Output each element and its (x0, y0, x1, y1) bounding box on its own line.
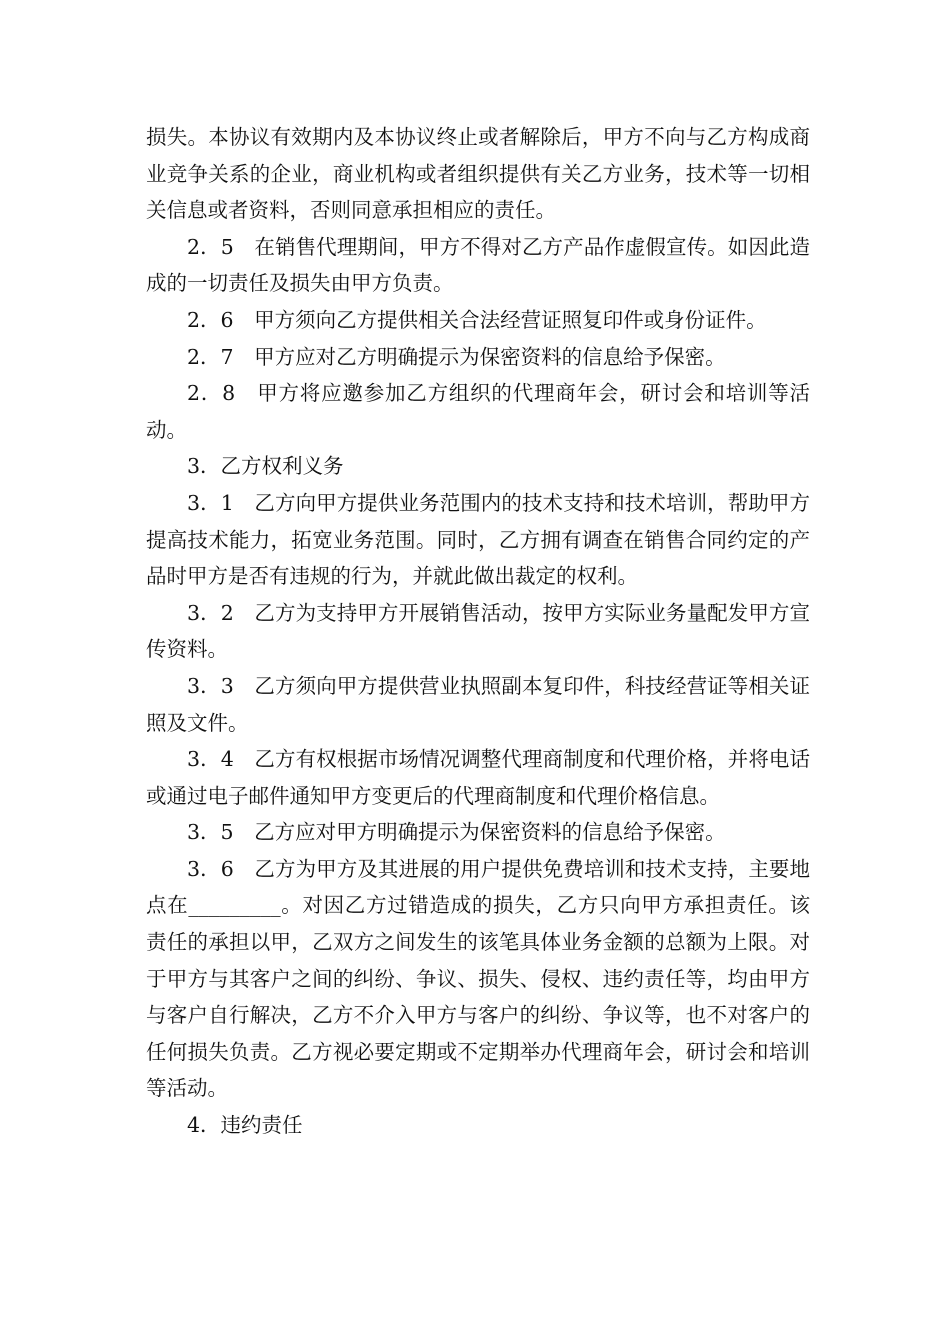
paragraph-3-4: 3．4 乙方有权根据市场情况调整代理商制度和代理价格，并将电话或通过电子邮件通知甲方变更后的代理商制度和代理价格信息。 (146, 747, 810, 808)
paragraph-2-7: 2．7 甲方应对乙方明确提示为保密资料的信息给予保密。 (187, 344, 726, 369)
section-heading-4: 4．违约责任 (187, 1113, 303, 1138)
paragraph-3-6: 3．6 乙方为甲方及其进展的用户提供免费培训和技术支持，主要地点在_________。对因乙方过错造成的损失，乙方只向甲方承担责任。该责任的承担以甲，乙双方之间发生的该笔具体业务金额的总额为上限。对于甲方与其客户之间的纠纷、争议、损失、侵权、违约责任等，均由甲方与客户自行解决，乙方不介入甲方与客户的纠纷、争议等，也不对客户的任何损失负责。乙方视必要定期或不定期举办代理商年会，研讨会和培训等活动。 (146, 856, 810, 1101)
paragraph-2-5: 2．5 在销售代理期间，甲方不得对乙方产品作虚假宣传。如因此造成的一切责任及损失由甲方负责。 (146, 234, 810, 296)
paragraph-3-2: 3．2 乙方为支持甲方开展销售活动，按甲方实际业务量配发甲方宣传资料。 (146, 600, 810, 662)
paragraph-3-1: 3．1 乙方向甲方提供业务范围内的技术支持和技术培训，帮助甲方提高技术能力，拓宽业务范围。同时，乙方拥有调查在销售合同约定的产品时甲方是否有违规的行为，并就此做出裁定的权利。 (146, 490, 810, 589)
section-heading-3: 3．乙方权利义务 (187, 454, 344, 479)
paragraph-3-3: 3．3 乙方须向甲方提供营业执照副本复印件，科技经营证等相关证照及文件。 (146, 673, 810, 735)
paragraph-2-8: 2．8 甲方将应邀参加乙方组织的代理商年会，研讨会和培训等活动。 (146, 381, 810, 442)
document-page (146, 119, 810, 1144)
paragraph-1: 损失。本协议有效期内及本协议终止或者解除后，甲方不向与乙方构成商业竞争关系的企业，商业机构或者组织提供有关乙方业务，技术等一切相关信息或者资料，否则同意承担相应的责任。 (146, 125, 810, 223)
paragraph-2-6: 2．6 甲方须向乙方提供相关合法经营证照复印件或身份证件。 (187, 307, 767, 332)
paragraph-3-5: 3．5 乙方应对甲方明确提示为保密资料的信息给予保密。 (187, 820, 726, 845)
